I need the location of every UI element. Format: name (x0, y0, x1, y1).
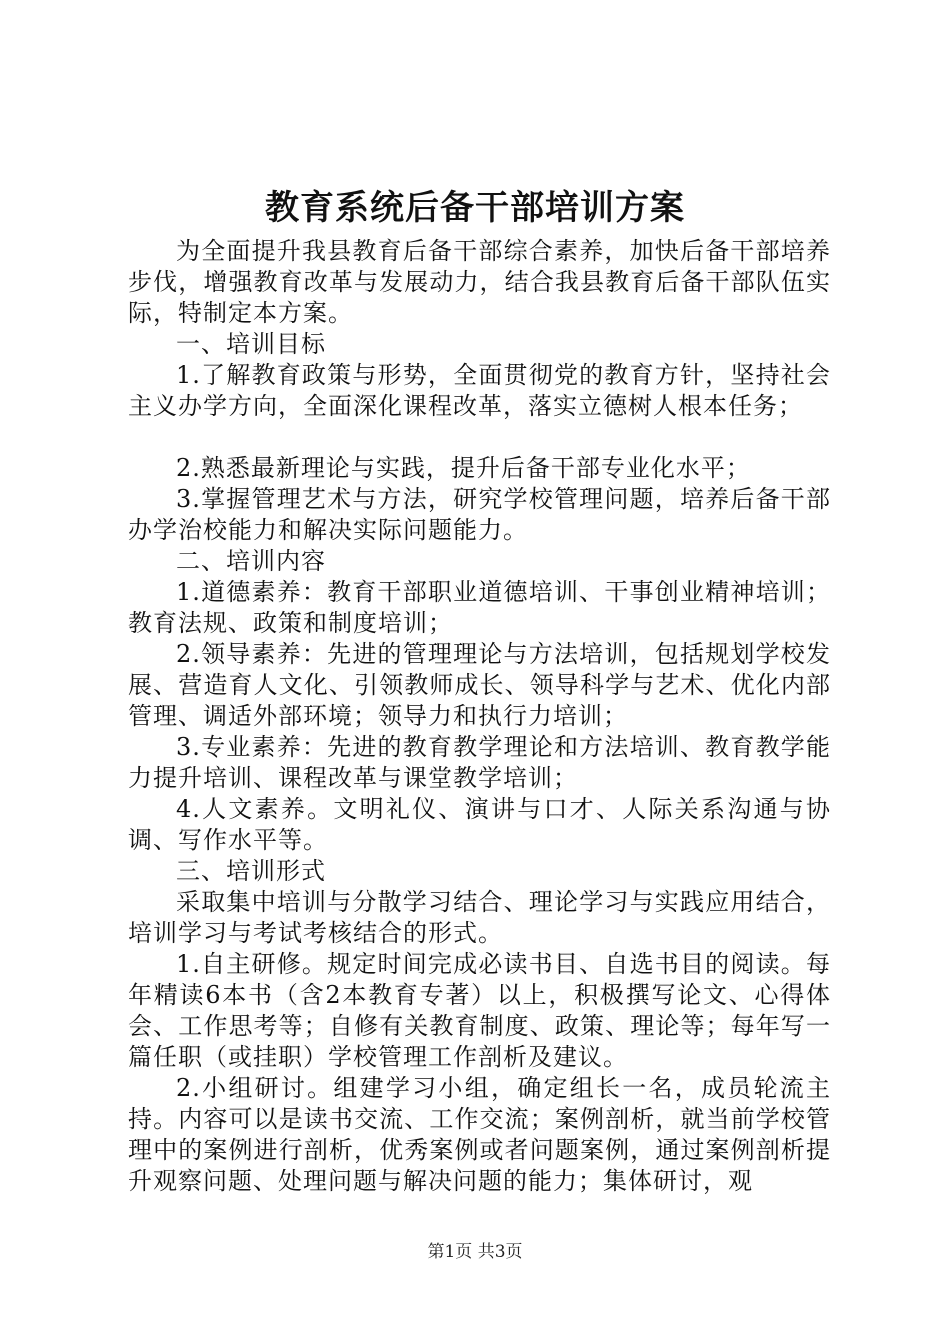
page-number-footer: 第1页 共3页 (427, 1242, 523, 1262)
content-item-1: 1.道德素养：教育干部职业道德培训、干事创业精神培训；教育法规、政策和制度培训； (128, 578, 831, 637)
goal-item-1: 1.了解教育政策与形势，全面贯彻党的教育方针，坚持社会主义办学方向，全面深化课程改革，落实立德树人根本任务； (128, 361, 831, 420)
format-intro-paragraph: 采取集中培训与分散学习结合、理论学习与实践应用结合，培训学习与考试考核结合的形式。 (128, 888, 831, 947)
document-body (128, 236, 831, 1197)
format-item-2: 2.小组研讨。组建学习小组，确定组长一名，成员轮流主持。内容可以是读书交流、工作交流；案例剖析，就当前学校管理中的案例进行剖析，优秀案例或者问题案例，通过案例剖析提升观察问题、处理问题与解决问题的能力；集体研讨，观 (128, 1074, 831, 1195)
document-title: 教育系统后备干部培训方案 (265, 188, 685, 228)
section-heading-goals: 一、培训目标 (176, 330, 326, 358)
section-heading-format: 三、培训形式 (176, 857, 326, 885)
goal-item-3: 3.掌握管理艺术与方法，研究学校管理问题，培养后备干部办学治校能力和解决实际问题能力。 (128, 485, 831, 544)
goal-item-2: 2.熟悉最新理论与实践，提升后备干部专业化水平； (176, 454, 751, 482)
intro-paragraph: 为全面提升我县教育后备干部综合素养，加快后备干部培养步伐，增强教育改革与发展动力，结合我县教育后备干部队伍实际，特制定本方案。 (128, 237, 831, 327)
section-heading-content: 二、培训内容 (176, 547, 326, 575)
content-item-2: 2.领导素养：先进的管理理论与方法培训，包括规划学校发展、营造育人文化、引领教师成长、领导科学与艺术、优化内部管理、调适外部环境；领导力和执行力培训； (128, 640, 831, 730)
content-item-4: 4.人文素养。文明礼仪、演讲与口才、人际关系沟通与协调、写作水平等。 (128, 795, 831, 854)
content-item-3: 3.专业素养：先进的教育教学理论和方法培训、教育教学能力提升培训、课程改革与课堂教学培训； (128, 733, 831, 792)
blank-line (128, 422, 831, 453)
format-item-1: 1.自主研修。规定时间完成必读书目、自选书目的阅读。每年精读6本书（含2本教育专著）以上，积极撰写论文、心得体会、工作思考等；自修有关教育制度、政策、理论等；每年写一篇任职（或挂职）学校管理工作剖析及建议。 (128, 950, 831, 1071)
